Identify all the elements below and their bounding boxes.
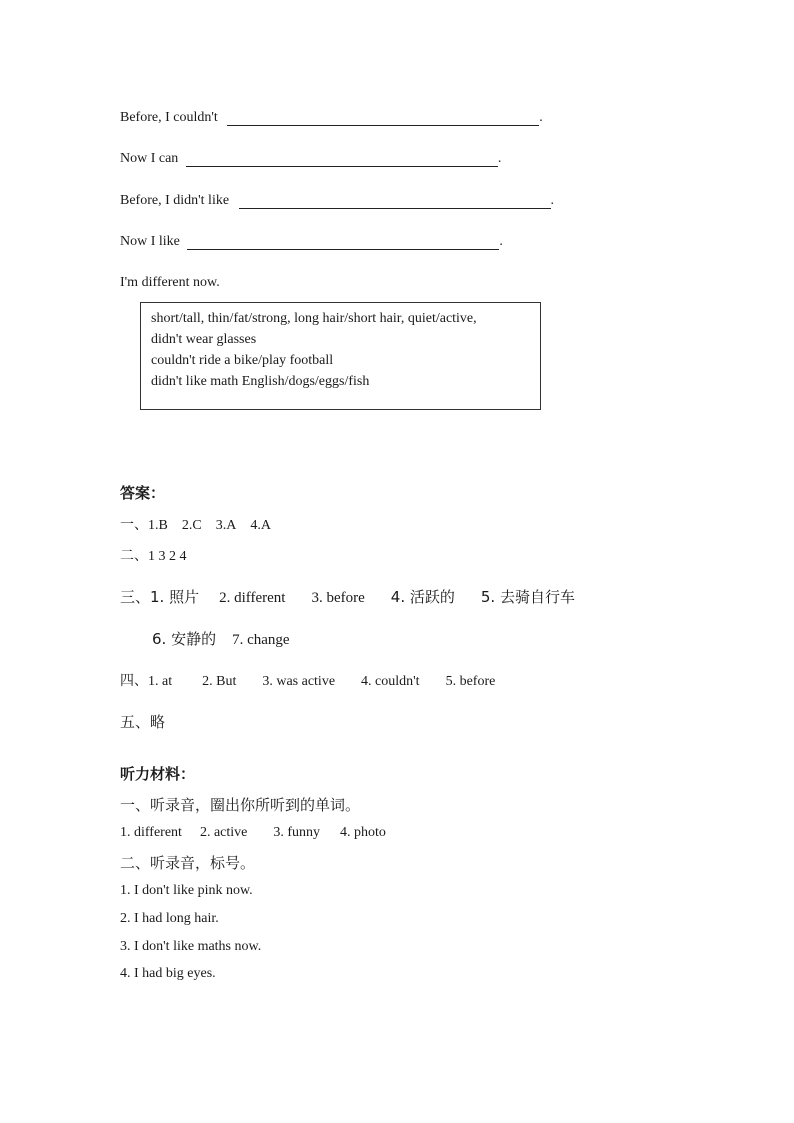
answer-item: 7. change [232,632,290,648]
listening-item: 2. active [199,825,248,840]
listening-item: 1. different [120,825,182,840]
listening-line: 3. I don't like maths now. [120,939,262,954]
answer-blank[interactable] [227,109,539,126]
answer-item: 6. 安静的 [152,630,217,648]
answer-item: 略 [150,713,166,731]
fill-prefix: Before, I couldn't [120,110,218,125]
vocab-line: didn't wear glasses [151,332,257,347]
fill-line-3 [120,192,554,209]
answer-item: 3. before [311,590,365,606]
answer-item: 1. at [148,674,173,689]
fill-line-4 [120,233,503,250]
answer-section-1 [120,514,271,534]
listening-section-2-title: 二、听录音，标号。 [120,854,256,872]
answer-blank[interactable] [187,233,499,250]
answer-section-5 [120,711,165,732]
answer-item: 1 3 2 4 [148,549,187,564]
period: . [550,193,555,208]
vocab-line: couldn't ride a bike/play football [151,353,334,368]
vocab-box [140,302,541,410]
answer-section-4 [120,670,495,690]
period: . [497,151,502,166]
answer-item: 4. couldn't [361,674,420,689]
section-number: 四、 [120,673,148,689]
vocab-line: short/tall, thin/fat/strong, long hair/short hair, quiet/active, [151,311,477,326]
answer-section-2 [120,545,187,565]
section-number: 一、 [120,517,148,533]
answer-item: 4.A [250,518,271,533]
answer-item: 3. was active [262,674,336,689]
answer-blank[interactable] [186,150,498,167]
answers-heading: 答案： [120,484,166,502]
fill-line-2 [120,150,501,167]
answer-item: 1. 照片 [150,588,200,606]
answer-item: 4. 活跃的 [390,588,455,606]
answer-item: 3.A [215,518,237,533]
answer-item: 2.C [181,518,202,533]
listening-section-1-title: 一、听录音，圈出你所听到的单词。 [120,796,361,814]
fill-prefix: Before, I didn't like [120,193,230,208]
listening-section-1-items [120,825,386,841]
vocab-line: didn't like math English/dogs/eggs/fish [151,374,370,389]
listening-heading: 听力材料： [120,765,196,783]
listening-line: 4. I had big eyes. [120,966,216,981]
fill-prefix: Now I can [120,151,179,166]
answer-item: 5. 去骑自行车 [480,588,575,606]
period: . [499,234,503,249]
answer-item: 2. different [219,590,286,606]
section-number: 三、 [120,588,151,606]
different-now-text: I'm different now. [120,275,220,290]
answer-section-3 [120,586,575,607]
answer-item: 1.B [148,518,168,533]
section-number: 二、 [120,548,148,564]
period: . [539,110,543,125]
listening-line: 2. I had long hair. [120,911,219,926]
answer-item: 2. But [202,674,237,689]
listening-item: 4. photo [340,825,386,840]
answer-blank[interactable] [239,192,551,209]
section-number: 五、 [120,713,151,731]
answer-section-3-cont [152,628,290,649]
fill-prefix: Now I like [120,234,180,249]
fill-line-1 [120,109,543,126]
answer-item: 5. before [445,674,496,689]
listening-line: 1. I don't like pink now. [120,883,253,898]
listening-item: 3. funny [273,825,321,840]
